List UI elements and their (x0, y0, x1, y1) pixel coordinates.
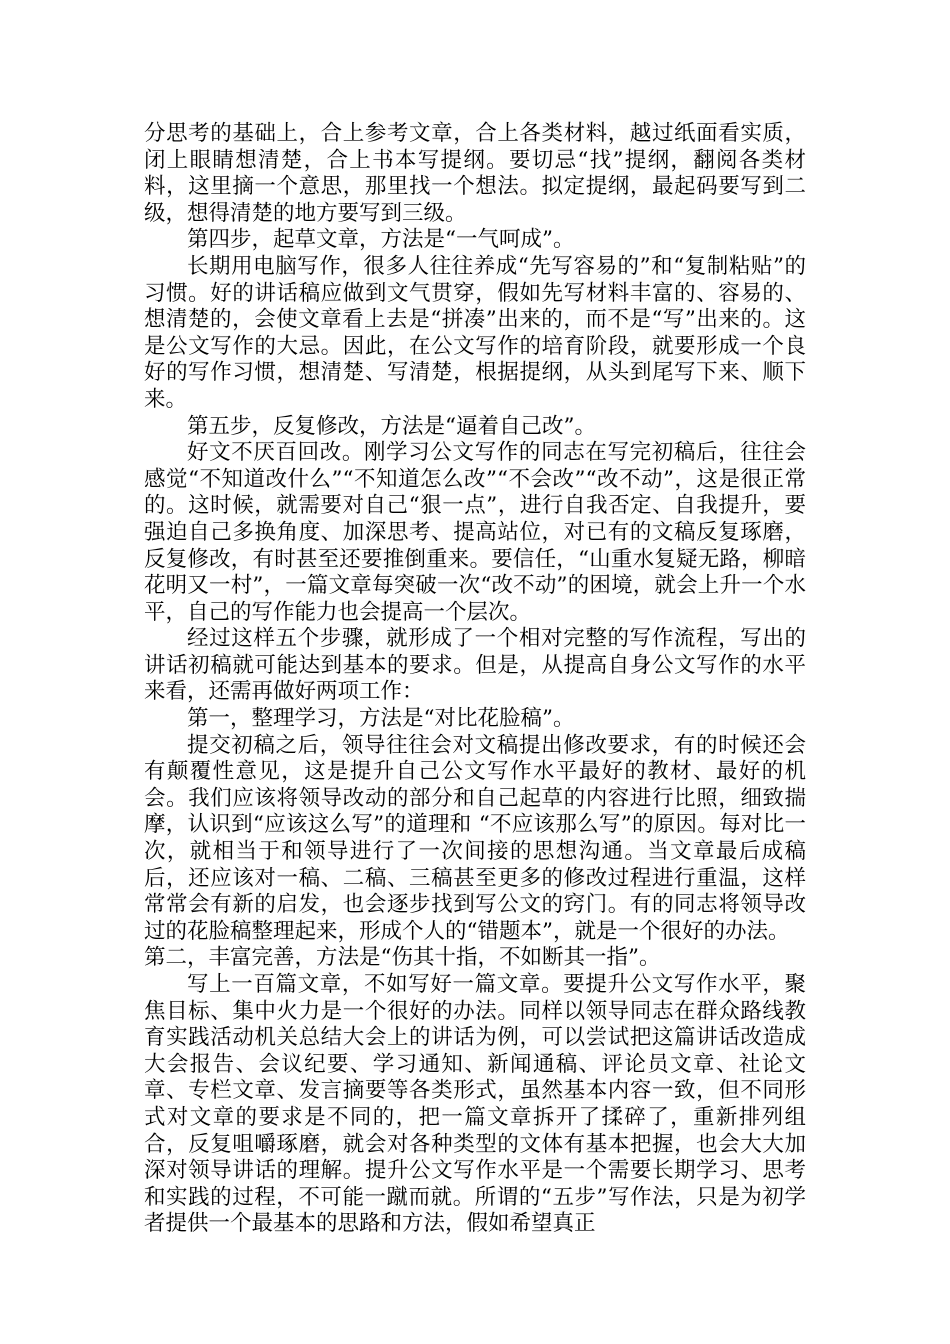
paragraph-9-second-task-heading: 第二，丰富完善，方法是“伤其十指，不如断其一指”。 (144, 945, 661, 971)
paragraph-4-step-five-heading: 第五步，反复修改，方法是“逼着自己改”。 (187, 413, 596, 439)
paragraph-1: 分思考的基础上，合上参考文章，合上各类材料，越过纸面看实质，闭上眼睛想清楚，合上书本写提纲。要切忌“找”提纲，翻阅各类材料，这里摘一个意思，那里找一个想法。拟定提纲，最起码要写到二级，想得清楚的地方要写到三级。 (144, 121, 806, 226)
paragraph-8: 提交初稿之后，领导往往会对文稿提出修改要求，有的时候还会有颠覆性意见，这是提升自己公文写作水平最好的教材、最好的机会。我们应该将领导改动的部分和自己起草的内容进行比照，细致揣摩，认识到“应该这么写”的道理和 “不应该那么写”的原因。每对比一次，就相当于和领导进行了一次间接的思想沟通。当文章最后成稿后，还应该对一稿、二稿、三稿甚至更多的修改过程进行重温，这样常常会有新的启发，也会逐步找到写公文的窍门。有的同志将领导改过的花脸稿整理起来，形成个人的“错题本”，就是一个很好的办法。 (144, 732, 806, 944)
paragraph-2-step-four-heading: 第四步，起草文章，方法是“一气呵成”。 (187, 227, 575, 253)
paragraph-7-first-task-heading: 第一，整理学习，方法是“对比花脸稿”。 (187, 706, 575, 732)
paragraph-6: 经过这样五个步骤，就形成了一个相对完整的写作流程，写出的讲话初稿就可能达到基本的要求。但是，从提高自身公文写作的水平来看，还需再做好两项工作： (144, 626, 806, 705)
document-body (144, 121, 806, 1238)
paragraph-10: 写上一百篇文章，不如写好一篇文章。要提升公文写作水平，聚焦目标、集中火力是一个很好的办法。同样以领导同志在群众路线教育实践活动机关总结大会上的讲话为例，可以尝试把这篇讲话改造成大会报告、会议纪要、学习通知、新闻通稿、评论员文章、社论文章、专栏文章、发言摘要等各类形式，虽然基本内容一致，但不同形式对文章的要求是不同的，把一篇文章拆开了揉碎了，重新排列组合，反复咀嚼琢磨，就会对各种类型的文体有基本把握，也会大大加深对领导讲话的理解。提升公文写作水平是一个需要长期学习、思考和实践的过程，不可能一蹴而就。所谓的“五步”写作法，只是为初学者提供一个最基本的思路和方法，假如希望真正 (144, 972, 806, 1237)
paragraph-5: 好文不厌百回改。刚学习公文写作的同志在写完初稿后，往往会感觉“不知道改什么”“不知道怎么改”“不会改”“改不动”，这是很正常的。这时候，就需要对自己“狠一点”，进行自我否定、自我提升，要强迫自己多换角度、加深思考、提高站位，对已有的文稿反复琢磨，反复修改，有时甚至还要推倒重来。要信任，“山重水复疑无路，柳暗花明又一村”，一篇文章每突破一次“改不动”的困境，就会上升一个水平，自己的写作能力也会提高一个层次。 (144, 440, 806, 625)
paragraph-3: 长期用电脑写作，很多人往往养成“先写容易的”和“复制粘贴”的习惯。好的讲话稿应做到文气贯穿，假如先写材料丰富的、容易的、想清楚的，会使文章看上去是“拼凑”出来的，而不是“写”出来的。这是公文写作的大忌。因此，在公文写作的培育阶段，就要形成一个良好的写作习惯，想清楚、写清楚，根据提纲，从头到尾写下来、顺下来。 (144, 253, 806, 412)
